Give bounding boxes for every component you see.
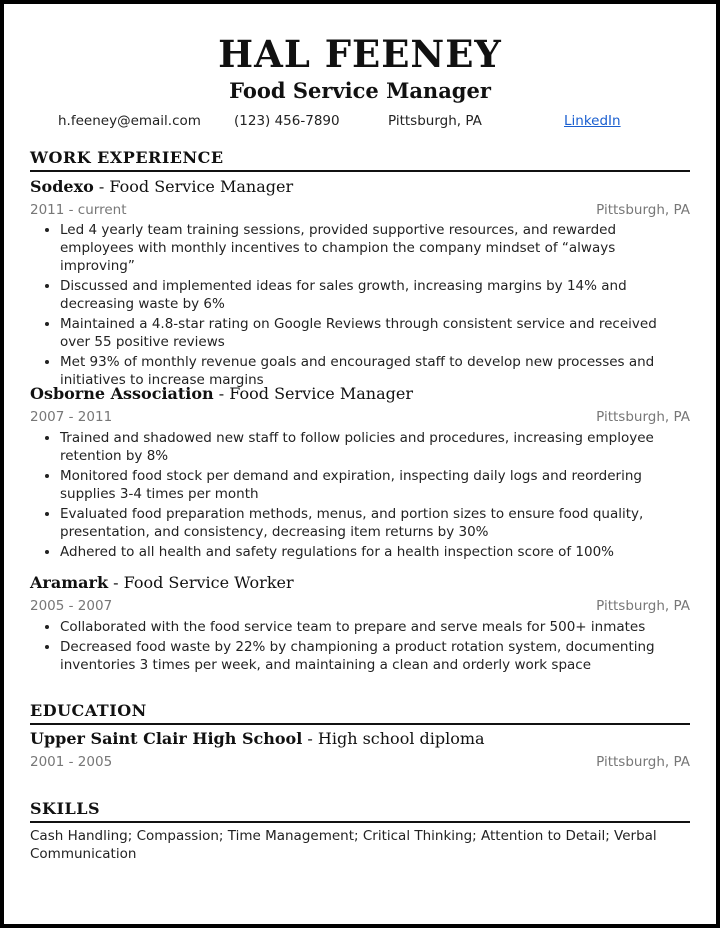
job-sep: - [213,384,230,403]
job-role: Food Service Manager [229,384,413,403]
section-divider [30,170,690,172]
job-bullet: • Decreased food waste by 22% by championing a product rotation system, documenting inventories 3 times per week, and maintaining a clean and orderly work space [60,638,690,674]
job-bullets [30,618,690,676]
job-bullet: • Maintained a 4.8-star rating on Google Reviews through consistent service and received over 55 positive reviews [60,315,690,351]
job-bullet: • Evaluated food preparation methods, menus, and portion sizes to ensure food quality, presentation, and consistency, decreasing item returns by 30% [60,505,690,541]
work-experience-heading: WORK EXPERIENCE [30,148,224,167]
job-header [30,573,294,592]
contact-phone: (123) 456-7890 [234,113,340,129]
job-bullet: • Met 93% of monthly revenue goals and encouraged staff to develop new processes and initiatives to increase margins [60,353,690,389]
job-location: Pittsburgh, PA [596,409,690,425]
job-role: Food Service Worker [123,573,294,592]
job-bullet: • Discussed and implemented ideas for sales growth, increasing margins by 14% and decreasing waste by 6% [60,277,690,313]
job-bullet: • Trained and shadowed new staff to follow policies and procedures, increasing employee retention by 8% [60,429,690,465]
job-bullets [30,221,690,391]
job-sep: - [108,573,124,592]
contact-location: Pittsburgh, PA [388,113,482,129]
job-company: Aramark [30,573,109,592]
job-location: Pittsburgh, PA [596,202,690,218]
skills-heading: SKILLS [30,799,100,818]
candidate-title: Food Service Manager [229,78,491,103]
job-bullet: • Collaborated with the food service team to prepare and serve meals for 500+ inmates [60,618,690,636]
education-location: Pittsburgh, PA [596,754,690,770]
job-company: Osborne Association [30,384,214,403]
job-dates: 2007 - 2011 [30,409,113,425]
job-sep: - [93,177,110,196]
job-dates: 2011 - current [30,202,127,218]
job-dates: 2005 - 2007 [30,598,113,614]
education-school: Upper Saint Clair High School [30,729,303,748]
job-bullets [30,429,690,563]
job-role: Food Service Manager [109,177,294,196]
education-header [30,729,485,748]
candidate-name: HAL FEENEY [218,32,502,76]
skills-list: Cash Handling; Compassion; Time Management; Critical Thinking; Attention to Detail; Verbal Communication [30,828,657,862]
job-bullet: • Monitored food stock per demand and expiration, inspecting daily logs and reordering supplies 3-4 times per month [60,467,690,503]
linkedin-link-wrap [564,113,621,129]
section-divider [30,723,690,725]
job-location: Pittsburgh, PA [596,598,690,614]
resume-page [4,4,716,924]
job-header [30,384,413,403]
education-dates: 2001 - 2005 [30,754,113,770]
section-divider [30,821,690,823]
contact-email: h.feeney@email.com [58,113,201,129]
job-company: Sodexo [30,177,94,196]
job-bullet: • Led 4 yearly team training sessions, provided supportive resources, and rewarded employees with monthly incentives to champion the company mindset of “always improving” [60,221,690,275]
job-bullet: • Adhered to all health and safety regulations for a health inspection score of 100% [60,543,690,561]
job-header [30,177,293,196]
education-degree: High school diploma [317,729,485,748]
education-heading: EDUCATION [30,701,147,720]
education-sep: - [302,729,318,748]
linkedin-link[interactable]: LinkedIn [564,113,621,129]
